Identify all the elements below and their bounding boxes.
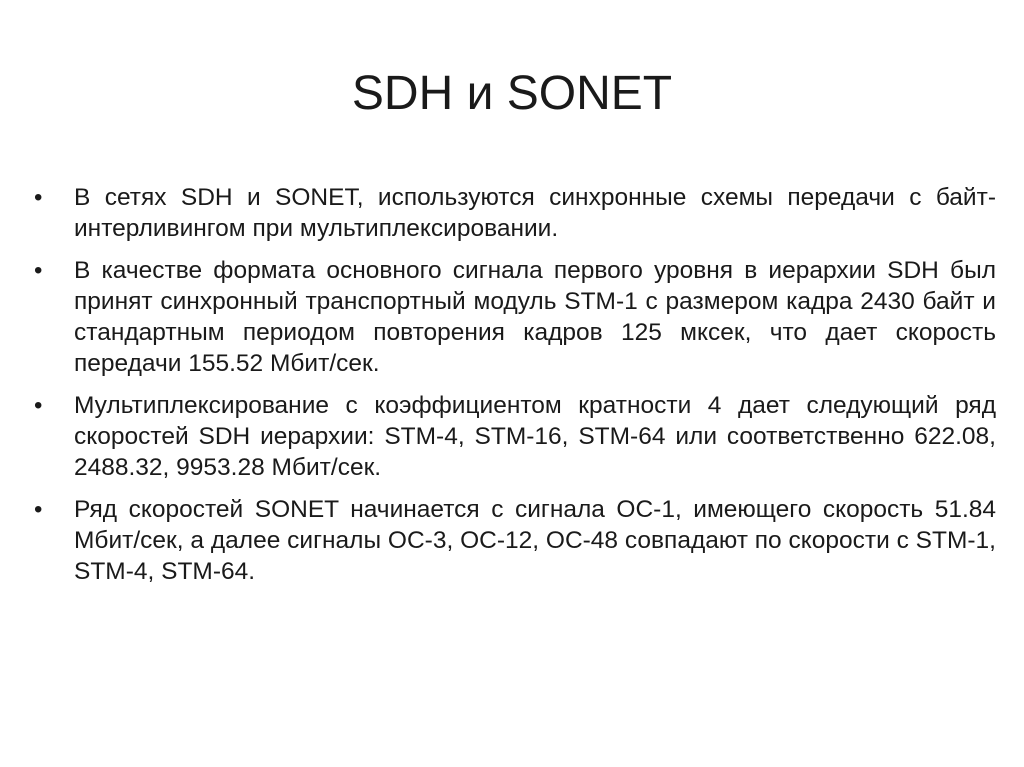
bullet-marker-icon: • bbox=[34, 392, 43, 419]
bullet-marker-icon: • bbox=[34, 184, 43, 211]
bullet-marker-icon: • bbox=[34, 257, 43, 284]
bullet-text: Мультиплексирование с коэффициентом кратности 4 дает следующий ряд скоростей SDH иерархии: STM-4, STM-16, STM-64 или соответственно 622.08, 2488.32, 9953.28 Мбит/сек. bbox=[74, 392, 996, 481]
bullet-text: Ряд скоростей SONET начинается с сигнала OC-1, имеющего скорость 51.84 Мбит/сек, а далее сигналы OC-3, OC-12, OC-48 совпадают по скорости с STM-1, STM-4, STM-64. bbox=[74, 496, 996, 585]
bullet-text: В сетях SDH и SONET, используются синхронные схемы передачи с байт-интерливингом при мультиплексировании. bbox=[74, 184, 996, 242]
bullet-marker-icon: • bbox=[34, 496, 43, 523]
slide-title: SDH и SONET bbox=[351, 67, 673, 120]
bullet-text: В качестве формата основного сигнала первого уровня в иерархии SDH был принят синхронный транспортный модуль STM-1 с размером кадра 2430 байт и стандартным периодом повторения кадров 125 мксек, что дает скорость передачи 155.52 Мбит/сек. bbox=[74, 257, 996, 377]
bullet-item bbox=[34, 494, 996, 587]
bullet-item bbox=[34, 255, 996, 379]
bullet-item bbox=[34, 390, 996, 483]
bullet-item bbox=[34, 182, 996, 244]
bullet-list bbox=[34, 182, 996, 598]
